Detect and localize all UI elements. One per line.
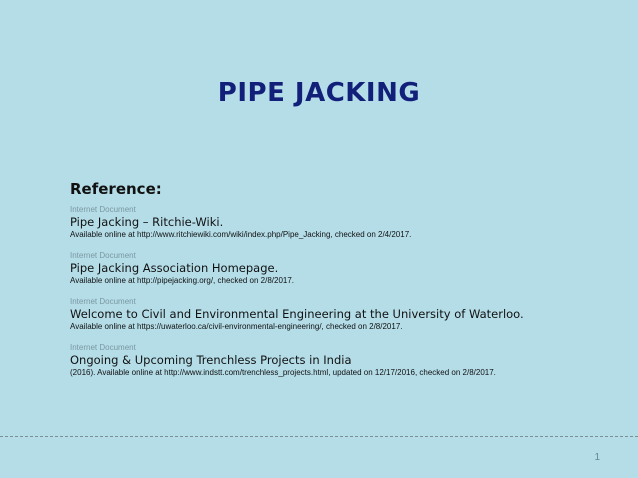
reference-title: Pipe Jacking Association Homepage. [70, 261, 279, 275]
reference-type: Internet Document [70, 205, 136, 214]
reference-detail: Available online at http://www.ritchiewiki.com/wiki/index.php/Pipe_Jacking, checked on 2/4/2017. [70, 230, 412, 239]
reference-item [70, 343, 610, 378]
slide-title: PIPE JACKING [217, 78, 421, 108]
reference-title: Ongoing & Upcoming Trenchless Projects in India [70, 353, 352, 367]
reference-type: Internet Document [70, 297, 136, 306]
reference-detail: (2016). Available online at http://www.indstt.com/trenchless_projects.html, updated on 12/17/2016, checked on 2/8/2017. [70, 368, 496, 377]
page-number: 1 [594, 452, 600, 463]
reference-type: Internet Document [70, 251, 136, 260]
footer-divider [0, 436, 638, 437]
reference-title: Welcome to Civil and Environmental Engineering at the University of Waterloo. [70, 307, 524, 321]
reference-detail: Available online at http://pipejacking.org/, checked on 2/8/2017. [70, 276, 295, 285]
reference-title: Pipe Jacking – Ritchie-Wiki. [70, 215, 224, 229]
reference-detail: Available online at https://uwaterloo.ca/civil-environmental-engineering/, checked on 2/8/2017. [70, 322, 403, 331]
reference-type: Internet Document [70, 343, 136, 352]
reference-item [70, 251, 610, 286]
reference-heading: Reference: [70, 180, 162, 198]
reference-item [70, 297, 610, 332]
reference-item [70, 205, 610, 240]
reference-list [70, 205, 610, 389]
